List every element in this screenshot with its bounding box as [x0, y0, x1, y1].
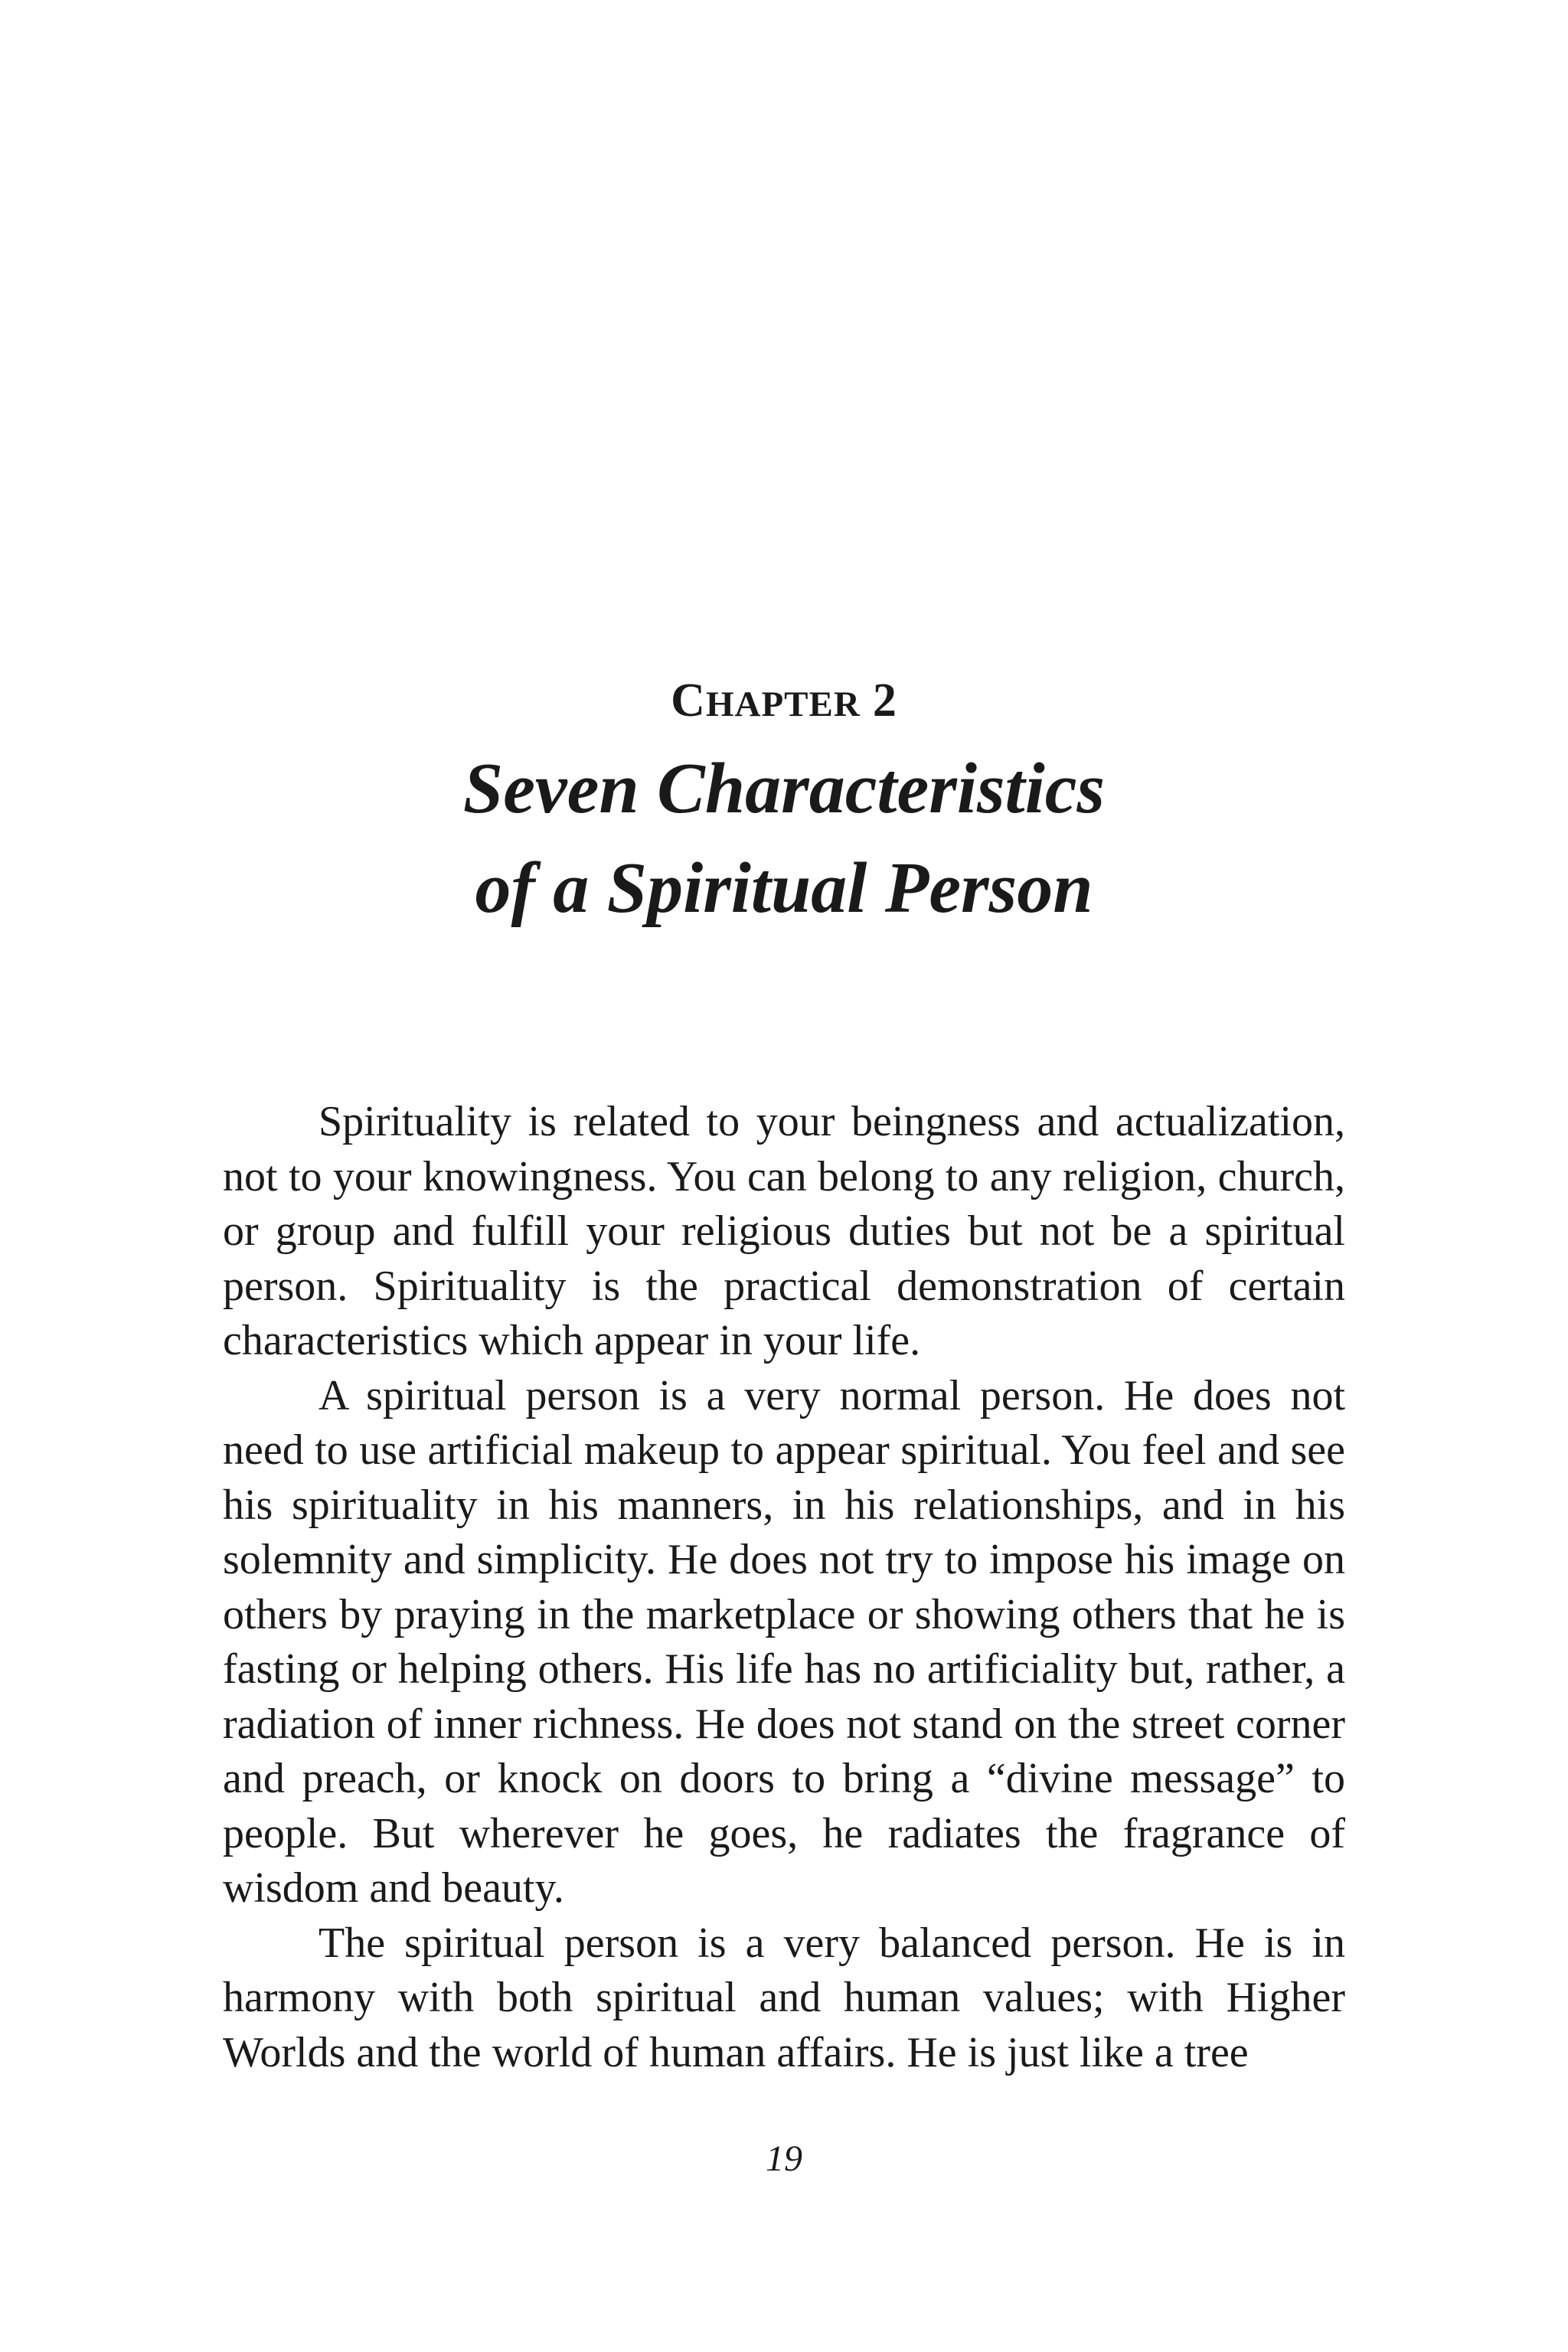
paragraph: Spirituality is related to your beingness and actualization, not to your knowingness. You can belong to any religion, church, or group and fulfill your religious duties but not be a spiritual person. Spirituality is the practical demonstration of certain characteristics which appear in your life.: [223, 1098, 1345, 1364]
chapter-heading: [0, 666, 1568, 938]
chapter-title-line-2: of a Spiritual Person: [475, 848, 1093, 928]
page-number: 19: [766, 2138, 802, 2179]
paragraph: A spiritual person is a very normal person. He does not need to use artificial makeup to appear spiritual. You feel and see his spirituality in his manners, in his relationships, and in his solemnity and simplicity. He does not try to impose his image on others by praying in the marketplace or showing others that he is fasting or helping others. His life has no artificiality but, rather, a radiation of inner richness. He does not stand on the street corner and preach, or knock on doors to bring a “divine message” to people. But wherever he goes, he radiates the fragrance of wisdom and beauty.: [223, 1371, 1345, 1912]
paragraph: The spiritual person is a very balanced person. He is in harmony with both spiritual and human values; with Higher Worlds and the world of human affairs. He is just like a tree: [223, 1919, 1345, 2076]
chapter-label-rest: HAPTER: [705, 684, 861, 724]
chapter-title-line-1: Seven Characteristics: [462, 749, 1106, 828]
body-text: [223, 1095, 1345, 2080]
chapter-number: 2: [872, 675, 897, 727]
chapter-label-initial: C: [671, 675, 706, 727]
chapter-label: [0, 666, 1568, 739]
